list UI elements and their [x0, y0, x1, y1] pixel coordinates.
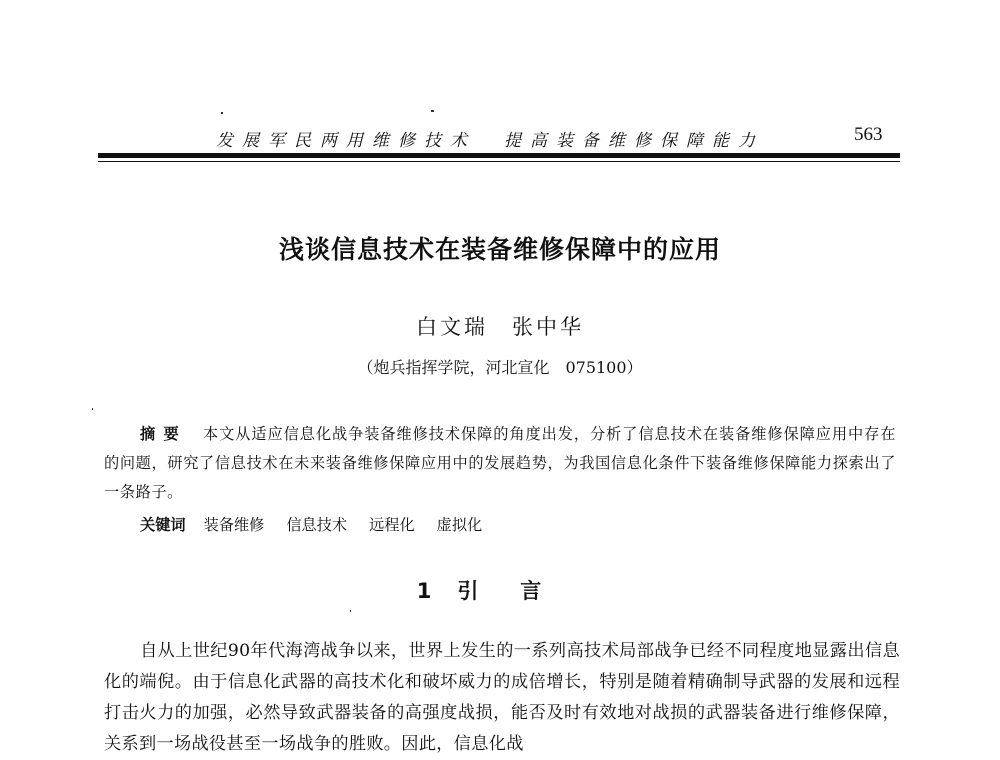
- header-rule-thick: [98, 153, 900, 158]
- section-title: 引言: [457, 579, 584, 603]
- keyword: 信息技术: [286, 516, 348, 534]
- author-name: 白文瑞: [416, 315, 488, 339]
- affiliation: （炮兵指挥学院，河北宣化 075100）: [357, 358, 643, 377]
- keyword: 虚拟化: [436, 516, 483, 534]
- abstract-text: 本文从适应信息化战争装备维修技术保障的角度出发，分析了信息技术在装备维修保障应用中存在的问题，研究了信息技术在未来装备维修保障应用中的发展趋势，为我国信息化条件下装备维修保障能力探索出了一条路子。: [104, 425, 896, 501]
- scan-speck: [92, 408, 93, 410]
- scan-speck: [350, 610, 351, 612]
- keywords: [140, 514, 482, 535]
- keywords-label: 关键词: [140, 516, 186, 534]
- header-rule-thin: [98, 161, 900, 162]
- abstract-label: 摘要: [140, 425, 188, 443]
- keyword: 装备维修: [203, 516, 265, 534]
- authors: [0, 311, 1000, 341]
- body-paragraph: [104, 636, 900, 760]
- author-name: 张中华: [512, 315, 584, 339]
- scan-speck: [431, 110, 434, 112]
- body-text: 自从上世纪90年代海湾战争以来，世界上发生的一系列高技术局部战争已经不同程度地显露出信息化的端倪。由于信息化武器的高技术化和破坏威力的成倍增长，特别是随着精确制导武器的发展和远程打击火力的加强，必然导致武器装备的高强度战损，能否及时有效地对战损的武器装备进行维修保障，关系到一场战役甚至一场战争的胜败。因此，信息化战: [104, 641, 900, 754]
- running-header-right: 提高装备维修保障能力: [504, 131, 764, 151]
- section-number: 1: [416, 579, 432, 603]
- section-heading: [0, 575, 1000, 605]
- abstract: [104, 420, 896, 507]
- paper-title: 浅谈信息技术在装备维修保障中的应用: [278, 235, 721, 264]
- page-number: 563: [854, 124, 883, 145]
- scan-speck: [221, 112, 223, 114]
- running-header: [216, 126, 764, 151]
- running-header-left: 发展军民两用维修技术: [216, 131, 476, 151]
- keyword: 远程化: [369, 516, 415, 534]
